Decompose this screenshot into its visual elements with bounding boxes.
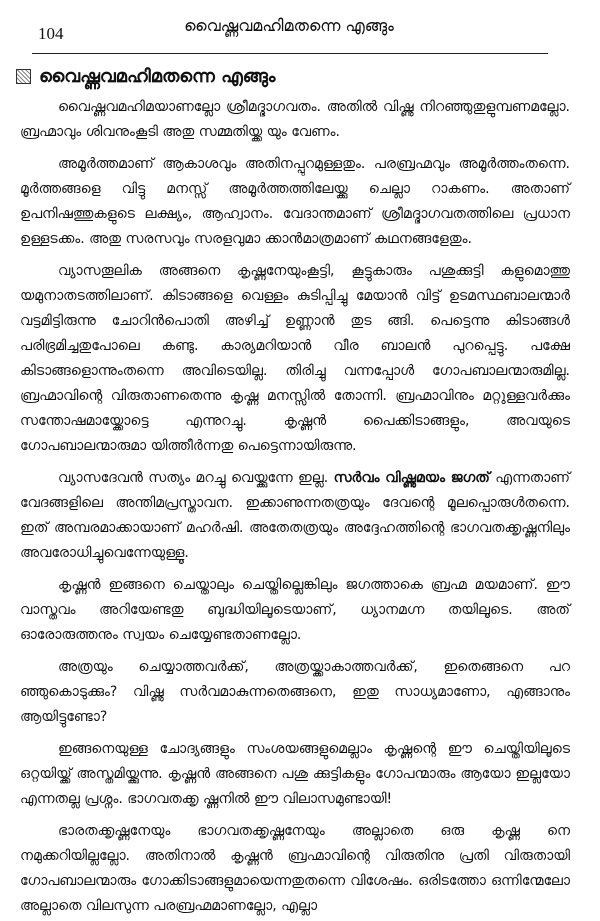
paragraph-6 bbox=[8, 655, 570, 730]
paragraph-3 bbox=[8, 259, 570, 459]
paragraph-text: അമൂർത്തമാണ് ആകാശവും അതിനപ്പുറമുള്ളതും. പരബ്രഹ്മവും അമൂർത്തംതന്നെ. മൂർത്തങ്ങളെ വിട്ടു മനസ്സ് അമൂർത്തത്തിലേയ്ക്കു ചെല്ലാ റാകണം. അതാണ് ഉപനിഷത്തുകളുടെ ലക്ഷ്യം, ആഹ്വാനം. വേദാന്തമാണ് ശ്രീമദ്ഭാഗവതത്തിലെ പ്രധാന ഉള്ളടക്കം. അതു സരസവും സരളവുമാ ക്കാൻമാത്രമാണ് കഥനങ്ങളേതും. bbox=[20, 156, 570, 247]
section-heading-text: വൈഷ്ണവമഹിമതന്നെ എങ്ങും bbox=[39, 66, 276, 87]
page-number: 104 bbox=[38, 24, 64, 43]
paragraph-8 bbox=[8, 819, 570, 919]
paragraph-text: വ്യാസതൂലിക അങ്ങനെ കൃഷ്ണനേയുംകൂട്ടി, കൂട്ടുകാരും പശുക്കുട്ടി കളുമൊത്തു യമുനാതടത്തിലാണ്. കിടാങ്ങളെ വെള്ളം കുടിപ്പിച്ചു മേയാൻ വിട്ട് ഉടമസ്ഥബാലന്മാർ വട്ടമിട്ടിരുന്നു ചോറിൻപൊതി അഴിച്ച് ഉണ്ണാൻ തുട ങ്ങി. പെട്ടെന്നു കിടാങ്ങൾ പരിഭ്രമിച്ചതുപോലെ കണ്ടു. കാര്യമറിയാൻ വീര ബാലൻ പുറപ്പെട്ടു. പക്ഷേ കിടാങ്ങളൊന്നുംതന്നെ അവിടെയില്ല. തിരിച്ചു വന്നപ്പോൾ ഗോപബാലന്മാരുമില്ല. ബ്രഹ്മാവിന്റെ വിരുതാണതെന്നു കൃഷ്ണ മനസ്സിൽ തോന്നി. ബ്രഹ്മാവിനും മറ്റുള്ളവർക്കും സന്തോഷമായ്ക്കോട്ടെ എന്നുറച്ചു. കൃഷ്ണൻ പൈക്കിടാങ്ങളും, അവയുടെ ഗോപബാലന്മാരുമാ യിത്തീർന്നതു പെട്ടെന്നായിരുന്നു. bbox=[20, 263, 570, 454]
paragraph-text: ഇങ്ങനെയുള്ള ചോദ്യങ്ങളും സംശയങ്ങളുമെല്ലാം കൃഷ്ണന്റെ ഈ ചെയ്തിയിലൂടെ ഒറ്റയിയ്ക്ക് അസ്തമിയ്ക്കുന്നു. കൃഷ്ണൻ അങ്ങനെ പശു ക്കുട്ടികളും ഗോപന്മാരും ആയോ ഇല്ലയോ എന്നതല്ല പ്രശ്നം. ഭാഗവതക്കൃ ഷ്ണനിൽ ഈ വിലാസമുണ്ടായി! bbox=[20, 741, 570, 807]
paragraph-text: ഭാരതക്കൃഷ്ണനേയും ഭാഗവതക്കൃഷ്ണനേയും അല്ലാതെ ഒരു കൃഷ്ണ നെ നമുക്കറിയില്ലല്ലോ. അതിനാൽ കൃഷ്ണൻ ബ്രഹ്മാവിന്റെ വിരുതിനു പ്രതി വിരുതായി ഗോപബാലന്മാരും ഗോക്കിടാങ്ങളുമായെന്നതുതന്നെ വിശേഷം. ഒരിടത്തോ ഒന്നിന്മേലോ അല്ലാതെ വിലസുന്ന പരബ്രഹ്മമാണല്ലോ, എല്ലാ bbox=[20, 823, 570, 914]
paragraph-1 bbox=[8, 95, 570, 145]
paragraph-text: എന്നതാണ് വേദങ്ങളിലെ അന്തിമപ്രസ്താവന. ഇക്കാണുന്നതത്രയും ദേവന്റെ മൂലപ്പൊരുൾതന്നെ. ഇത് അമ്പരമാക്കായാണ് മഹർഷി. അതേതത്രയും അദ്ദേഹത്തിന്റെ ഭാഗവതക്കൃഷ്ണനിലും അവരോധിച്ചുവെന്നേയുള്ളൂ. bbox=[20, 470, 571, 561]
paragraph-5 bbox=[8, 573, 570, 648]
paragraph-text: വൈഷ്ണവമഹിമയാണല്ലോ ശ്രീമദ്ഭാഗവതം. അതിൽ വിഷ്ണു നിറഞ്ഞുതുളുമ്പണമല്ലോ. ബ്രഹ്മാവും ശിവനുംകൂടി അതു സമ്മതിയ്ക്ക യും വേണം. bbox=[20, 99, 570, 140]
page-header bbox=[8, 0, 570, 54]
emphasis-phrase: സർവം വിഷ്ണുമയം ജഗത് bbox=[333, 470, 490, 486]
section-heading bbox=[16, 66, 570, 87]
paragraph-text: കൃഷ്ണൻ ഇങ്ങനെ ചെയ്താലും ചെയ്തില്ലെങ്കിലും ജഗത്താകെ ബ്രഹ്മ മയമാണ്. ഈ വാസ്തവം അറിയേണ്ടതു ബുദ്ധിയിലൂടെയാണ്, ധ്യാനമഗ്ന തയിലൂടെ. അത് ഓരോരുത്തനും സ്വയം ചെയ്യേണ്ടതാണല്ലോ. bbox=[20, 577, 570, 643]
paragraph-text-lead: വ്യാസദേവൻ സത്യം മറച്ചു വെയ്ക്കുന്നേ ഇല്ല. bbox=[58, 470, 334, 486]
paragraph-4 bbox=[8, 466, 570, 566]
paragraph-7 bbox=[8, 737, 570, 812]
hatched-square-icon bbox=[16, 69, 31, 84]
header-rule bbox=[32, 53, 548, 54]
paragraph-text: അത്രയും ചെയ്യാത്തവർക്ക്, അത്രയ്ക്കാകാത്തവർക്ക്, ഇതെങ്ങനെ പറ ഞ്ഞുകൊടുക്കും? വിഷ്ണു സർവമാകുന്നതെങ്ങനെ, ഇതു സാധ്യമാണോ, എങ്ങാനും ആയിട്ടുണ്ടോ? bbox=[20, 659, 570, 725]
running-title: വൈഷ്ണവമഹിമതന്നെ എങ്ങും bbox=[184, 16, 394, 35]
paragraph-2 bbox=[8, 152, 570, 252]
